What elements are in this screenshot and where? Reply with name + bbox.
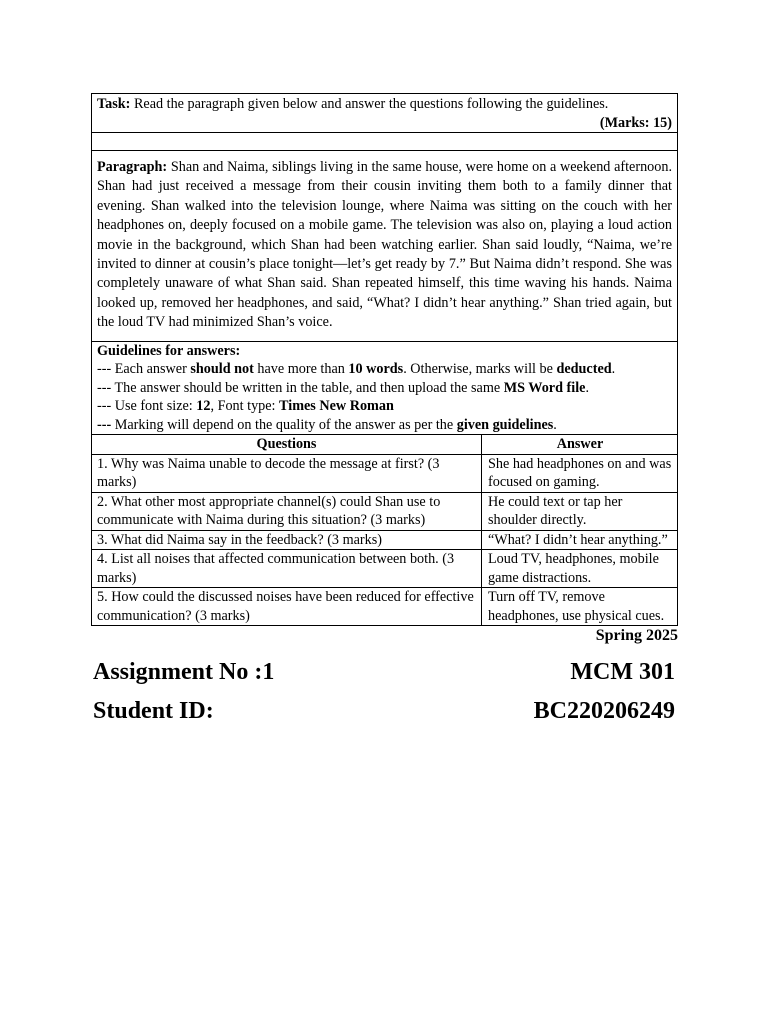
guidelines-cell	[92, 341, 678, 435]
question-cell: 5. How could the discussed noises have been reduced for effective communication? (3 marks)	[92, 588, 482, 626]
answer-header: Answer	[482, 435, 678, 455]
answer-cell[interactable]: Loud TV, headphones, mobile game distractions.	[482, 550, 678, 588]
paragraph-cell	[92, 151, 678, 342]
question-cell: 4. List all noises that affected communication between both. (3 marks)	[92, 550, 482, 588]
table-row	[92, 492, 678, 530]
assignment-table	[91, 93, 678, 626]
empty-row	[92, 133, 678, 151]
question-cell: 1. Why was Naima unable to decode the message at first? (3 marks)	[92, 454, 482, 492]
guideline-marking: --- Marking will depend on the quality of the answer as per the given guidelines.	[97, 416, 557, 433]
task-text: Read the paragraph given below and answer the questions following the guidelines.	[130, 96, 609, 112]
student-info-row	[91, 698, 678, 725]
paragraph-label: Paragraph:	[97, 159, 168, 175]
guidelines-title	[97, 342, 672, 361]
empty-cell	[92, 133, 678, 151]
task-instruction	[97, 95, 672, 114]
answer-cell[interactable]: Turn off TV, remove headphones, use physical cues.	[482, 588, 678, 626]
guidelines-row	[92, 341, 678, 435]
task-cell	[92, 94, 678, 133]
answer-cell[interactable]: “What? I didn’t hear anything.”	[482, 530, 678, 550]
questions-header: Questions	[92, 435, 482, 455]
guideline-word-limit: --- Each answer should not have more than 10 words. Otherwise, marks will be deducted.	[97, 361, 616, 378]
assignment-number: Assignment No :1	[93, 659, 275, 686]
course-code: MCM 301	[570, 659, 675, 686]
qa-header-row	[92, 435, 678, 455]
table-row	[92, 530, 678, 550]
table-row	[92, 588, 678, 626]
guideline-font: --- Use font size: 12, Font type: Times New Roman	[97, 398, 394, 415]
guidelines-title-text: Guidelines for answers:	[97, 342, 241, 359]
table-row	[92, 550, 678, 588]
answer-cell[interactable]: She had headphones on and was focused on gaming.	[482, 454, 678, 492]
assignment-document	[91, 93, 678, 725]
paragraph-row	[92, 151, 678, 342]
task-marks: (Marks: 15)	[599, 114, 672, 131]
question-cell: 2. What other most appropriate channel(s) could Shan use to communicate with Naima during this situation? (3 marks)	[92, 492, 482, 530]
assignment-info-row	[91, 659, 678, 686]
guideline-upload: --- The answer should be written in the table, and then upload the same MS Word file.	[97, 379, 589, 396]
question-cell: 3. What did Naima say in the feedback? (3 marks)	[92, 530, 482, 550]
answer-cell[interactable]: He could text or tap her shoulder directly.	[482, 492, 678, 530]
task-label: Task:	[97, 96, 131, 112]
student-id-value: BC220206249	[533, 698, 675, 725]
task-row	[92, 94, 678, 133]
table-row	[92, 454, 678, 492]
paragraph-text: Shan and Naima, siblings living in the same house, were home on a weekend afternoon. Shan had just received a message from their cousin inviting them both to a family dinner that evening. Shan walked into the television lounge, where Naima was sitting on the couch with her headphones on, deeply focused on a mobile game. The television was also on, playing a loud action movie in the background, which Shan had been watching earlier. Shan said loudly, “Naima, we’re invited to dinner at cousin’s place tonight—let’s get ready by 7.” But Naima didn’t respond. She was completely unaware of what Shan said. Shan repeated himself, this time waving his hands. Naima looked up, removed her headphones, and said, “What? I didn’t hear anything.” Shan tried again, but the loud TV had minimized Shan’s voice.	[97, 159, 672, 331]
student-id-label: Student ID:	[93, 698, 214, 725]
semester-label: Spring 2025	[595, 627, 678, 645]
